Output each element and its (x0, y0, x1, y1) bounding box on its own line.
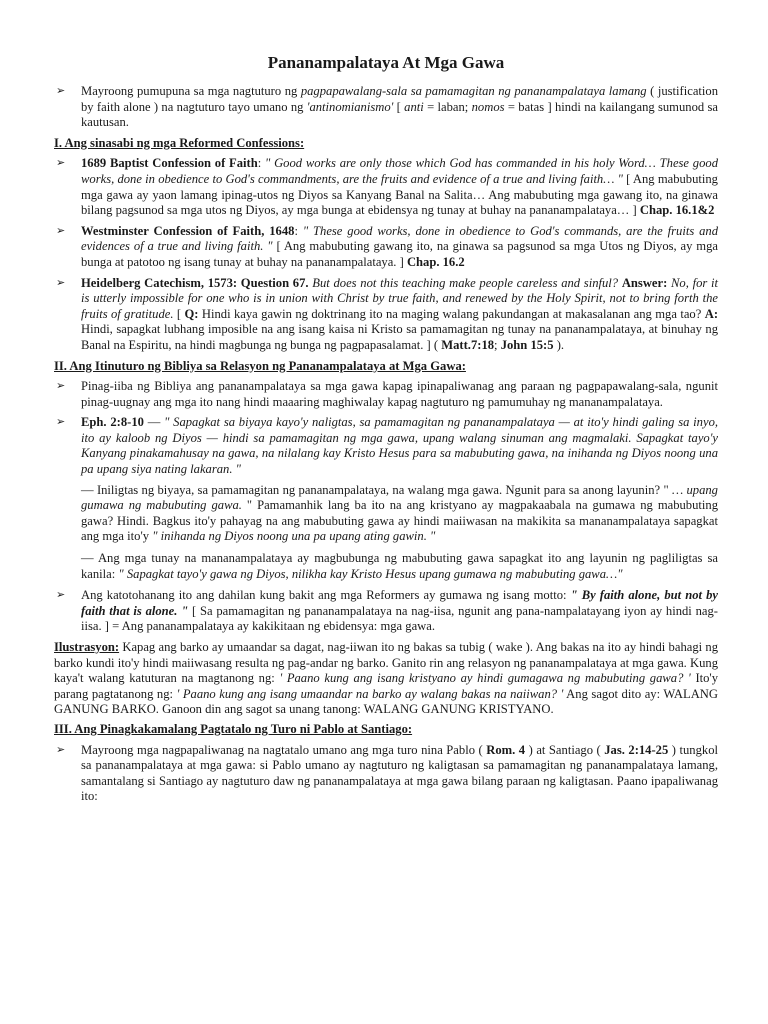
illustration-paragraph: Ilustrasyon: Kapag ang barko ay umaandar sa dagat, nag-iiwan ito ng bakas sa tubig ( wake ). Ang bakas na ito ay hindi bahagi ng barko kundi ito'y hindi maiiwasang resulta ng pag-andar ng barko. Ganito rin ang relasyon ng pananampalataya at mga gawa. Kung kaya't walang katuturan na magtanong ng: ' Paano kung ang isang kristyano ay hindi gumagawa ng mabubuting gawa? ' Ito'y parang pagtatanong ng: ' Paano kung ang isang umaandar na barko ay walang bakas na naiiwan? ' Ang sagot dito ay: WALANG GANUNG BARKO. Ganoon din ang sagot sa unang tanong: WALANG GANUNG KRISTYANO. (54, 640, 718, 717)
section-heading-paul-and-james: III. Ang Pinagkakamalang Pagtatalo ng Turo ni Pablo at Santiago: (54, 721, 413, 736)
heidelberg-catechism-item: ➢ Heidelberg Catechism, 1573: Question 67. But does not this teaching make people careless and sinful? Answer: No, for it is utterly impossible for one who is in union with Christ by true faith, and renewed by the Holy Spirit, not to bring forth the fruits of gratitude. [ Q: Hindi kaya gawin ng doktrinang ito na maging walang pakundangan at makasalanan ang mga tao? A: Hindi, sapagkat lubhang imposible na ang isang kaisa ni Kristo sa pamamagitan ng tunay na pananampalataya, at binuhay ng Banal na Espiritu, na hindi magbunga ng bunga ng pagpapasalamat. ] ( Matt.7:18; John 15:5 ). (56, 275, 719, 352)
reformers-motto-item: ➢ Ang katotohanang ito ang dahilan kung bakit ang mga Reformers ay gumawa ng isang motto: " By faith alone, but not by faith that is alone. " [ Sa pamamagitan ng pananampalataya na nag-iisa, ngunit ang pana-nampalatayang iyon ay hindi nag-iisa. ] = Ang pananampalataya ay kakikitaan ng ebidensya: mga gawa. (56, 588, 719, 634)
arrow-bullet-icon: ➢ (56, 743, 66, 756)
bible-distinction-item: ➢ Pinag-iiba ng Bibliya ang pananampalataya sa mga gawa kapag ipinapaliwanag ang paraan ng pagpapawalang-sala, ngunit pinag-uugnay ang mga ito nang hindi maaaring maghiwalay kapag nagtuturo ng pamumuhay ng mananampalataya. (56, 379, 718, 409)
section-heading-reformed-confessions: I. Ang sinasabi ng mga Reformed Confessions: (54, 135, 305, 150)
westminster-confession-item: ➢ Westminster Confession of Faith, 1648: " These good works, done in obedience to God's commands, are the fruits and evidences of a true and living faith. " [ Ang mabubuting gawang ito, na ginawa sa pagsunod sa mga Utos ng Diyos, ay mga bunga at patotoo ng isang tunay at buhay na pananampalataya. ] Chap. 16.2 (56, 223, 719, 269)
ephesians-commentary-1: — Iniligtas ng biyaya, sa pamamagitan ng pananampalataya, na walang mga gawa. Ngunit para sa anong layunin? " … upang gumawa ng mabubuting gawa. " Pamamanhik lang ba ito na ang kristyano ay magpakaabala na gumawa ng mabubuting gawa? Hindi. Bagkus ito'y pahayag na ang mabubuting gawa ay hindi maiiwasan na makikita sa mananampalataya sapagkat ang mga ito'y " inihanda ng Diyos noong una pa upang ating gawin. " (81, 482, 718, 544)
document-title: Pananampalataya At Mga Gawa (267, 53, 505, 72)
arrow-bullet-icon: ➢ (56, 85, 66, 97)
arrow-bullet-icon: ➢ (56, 416, 66, 429)
baptist-confession-item: ➢ 1689 Baptist Confession of Faith: " Good works are only those which God has commanded in his holy Word… These good works, done in obedience to God's commandments, are the fruits and evidence of a true and living faith… " [ Ang mabubuting mga gawa ay yaon lamang ipinag-utos ng Diyos sa Kanyang Banal na Salita… Ang mabubuting mga gawang ito, na ginawa bilang pagsunod sa mga utos ng Diyos, ay mga bunga at ebidensya ng tunay at buhay na pananampalataya… ] Chap. 16.1&2 (56, 156, 718, 218)
ephesians-item: ➢ Eph. 2:8-10 — " Sapagkat sa biyaya kayo'y naligtas, sa pamamagitan ng pananampalataya — at ito'y hindi galing sa inyo, ito ay kaloob ng Diyos — hindi sa pamamagitan ng mga gawa, upang walang sinuman ang magmalaki. Sapagkat tayo'y Kanyang pinakamahusay na gawa, na nilalang kay Kristo Hesus para sa mabubuting gawa, na inihanda ng Diyos noong una pa upang siya nating lakaran. " (56, 415, 719, 477)
arrow-bullet-icon: ➢ (56, 224, 66, 237)
ephesians-commentary-2: — Ang mga tunay na mananampalataya ay magbubunga ng mabubuting gawa sapagkat ito ang layunin ng pagliligtas sa kanila: " Sapagkat tayo'y gawa ng Diyos, nilikha kay Kristo Hesus upang gumawa ng mabubuting gawa…" (81, 551, 718, 581)
arrow-bullet-icon: ➢ (56, 589, 66, 602)
arrow-bullet-icon: ➢ (56, 380, 66, 393)
intro-paragraph: ➢ Mayroong pumupuna sa mga nagtuturo ng pagpapawalang-sala sa pamamagitan ng pananampalataya lamang ( justification by faith alone ) na nagtuturo tayo umano ng 'antinomianismo' [ anti = laban; nomos = batas ] hindi na kailangang sumunod sa kautusan. (56, 84, 718, 130)
arrow-bullet-icon: ➢ (56, 157, 66, 170)
illustration-label: Ilustrasyon: (54, 640, 120, 654)
arrow-bullet-icon: ➢ (56, 276, 66, 289)
section-heading-bible-teaching: II. Ang Itinuturo ng Bibliya sa Relasyon ng Pananampalataya at Mga Gawa: (54, 358, 466, 373)
paul-james-item: ➢ Mayroong mga nagpapaliwanag na nagtatalo umano ang mga turo nina Pablo ( Rom. 4 ) at Santiago ( Jas. 2:14-25 ) tungkol sa pananampalataya at mga gawa: si Pablo umano ay nagtuturo ng kaligtasan sa pamamagitan ng pananampalataya lamang, samantalang si Santiago ay nagtuturo daw ng pananampalataya at mga gawa bilang paraan ng kaligtasan. Paano ipapaliwanag ito: (56, 742, 718, 804)
